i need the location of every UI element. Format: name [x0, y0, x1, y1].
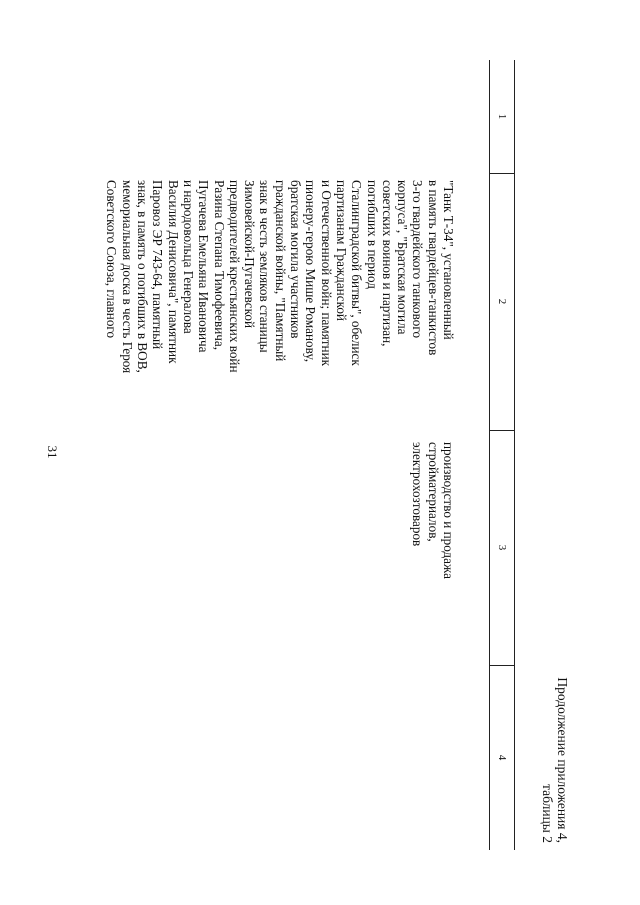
- column-number-3: 3: [496, 544, 508, 551]
- monuments-line: советских воинов и партизан,: [379, 180, 395, 347]
- column-number-1: 1: [496, 113, 508, 120]
- monuments-line: Паровоз ЭР 743-64, памятный: [150, 180, 166, 350]
- monuments-line: в память гвардейцев-танкистов: [425, 180, 441, 356]
- column-number-4: 4: [496, 754, 508, 761]
- activity-line: электрохозтоваров: [410, 442, 426, 547]
- table-caption: [540, 677, 570, 843]
- table-top-rule: [514, 60, 515, 850]
- caption-line-1: Продолжение приложения 4,: [555, 677, 570, 843]
- activity-line: производство и продажа: [441, 442, 456, 579]
- monuments-line: и народовольца Генералова: [180, 180, 196, 334]
- monuments-line: партизанам Гражданской: [333, 180, 349, 321]
- monuments-line: Советского Союза, главного: [104, 180, 120, 339]
- monuments-line: гражданской войны, "Памятный: [272, 180, 288, 362]
- monuments-line: погибших в период: [364, 180, 380, 289]
- monuments-line: "Танк Т-34", установленный: [441, 180, 456, 340]
- monuments-line: знак, в память о погибших в ВОВ,: [135, 180, 151, 373]
- monuments-line: Разина Степана Тимофеевича,: [211, 180, 227, 351]
- monuments-line: Зимовейской-Пугачевской: [242, 180, 258, 329]
- activity-line: стройматериалов,: [425, 442, 441, 542]
- monuments-line: предводителей крестьянских войн: [226, 180, 242, 373]
- monuments-line: и Отечественной войн; памятник: [318, 180, 334, 367]
- activity-cell: [410, 442, 456, 579]
- monuments-line: Василия Денисовича", памятник: [165, 180, 181, 364]
- monuments-line: знак в честь земляков станицы: [257, 180, 273, 353]
- monuments-line: пионеру-герою Мише Романову,: [303, 180, 319, 362]
- table-header-rule: [489, 60, 490, 850]
- monuments-line: братская могила участников: [288, 180, 304, 339]
- monuments-line: корпуса", "Братская могила: [395, 180, 411, 335]
- monuments-line: Пугачева Емельяна Ивановича: [196, 180, 212, 353]
- page-number: 31: [45, 445, 60, 459]
- monuments-cell: [104, 180, 456, 373]
- monuments-line: 3-го гвардейского танкового: [410, 180, 426, 339]
- caption-line-2: таблицы 2: [540, 784, 555, 843]
- column-number-2: 2: [496, 298, 508, 305]
- monuments-line: Сталинградской битвы", обелиск: [349, 180, 365, 366]
- monuments-line: мемориальная доска в честь Героя: [119, 180, 135, 374]
